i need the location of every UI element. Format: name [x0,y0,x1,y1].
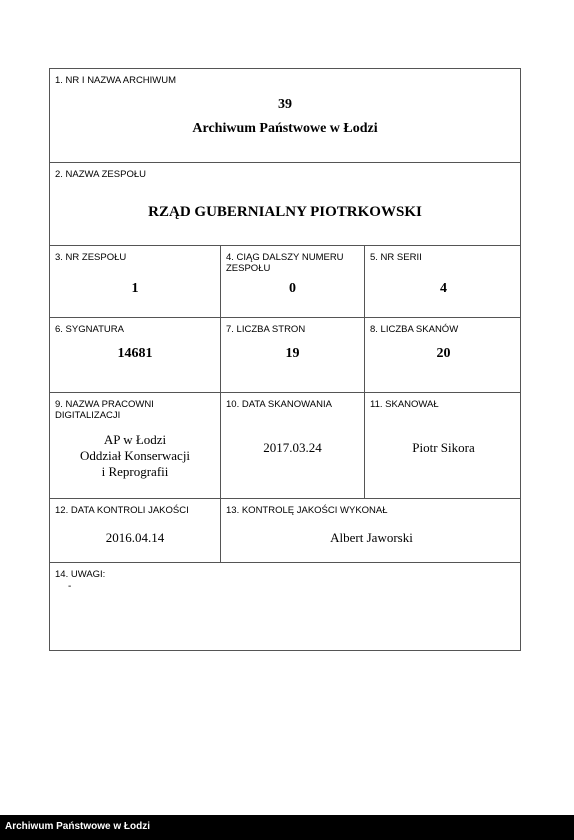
archive-cell [50,69,520,162]
metadata-card [49,68,521,651]
archive-label: 1. NR I NAZWA ARCHIWUM [55,75,177,86]
scan-count-cell [364,318,522,392]
signature-label: 6. SYGNATURA [55,324,124,335]
digitization-lab-line-3: i Reprografii [101,464,169,479]
digitization-lab-line-2: Oddział Konserwacji [79,448,191,463]
series-number-value: 4 [440,281,447,296]
remarks-label: 14. UWAGI: [55,569,106,580]
page-count-label: 7. LICZBA STRON [226,324,306,335]
fonds-continuation-cell [220,246,364,317]
qc-date-cell [50,499,220,562]
qc-by-cell [220,499,522,562]
digitization-lab-cell [50,393,220,498]
series-number-cell [364,246,522,317]
quality-row [50,499,520,563]
remarks-value: - [68,581,72,592]
archive-number: 39 [278,97,292,112]
scanned-by-cell [364,393,522,498]
fonds-name-cell [50,163,520,245]
signature-cell [50,318,220,392]
scan-count-label: 8. LICZBA SKANÓW [370,324,459,335]
scan-date-value: 2017.03.24 [263,440,322,455]
fonds-continuation-label: 4. CIĄG DALSZY NUMERU ZESPOŁU [226,252,344,274]
qc-by-label: 13. KONTROLĘ JAKOŚCI WYKONAŁ [226,505,388,516]
scanning-row [50,393,520,499]
archive-name: Archiwum Państwowe w Łodzi [192,121,378,136]
footer-bar [0,815,574,840]
digitization-lab-label: 9. NAZWA PRACOWNI DIGITALIZACJI [55,399,154,421]
fonds-number-value: 1 [131,281,139,296]
fonds-name-row [50,163,520,246]
scanned-by-value: Piotr Sikora [412,440,475,455]
qc-date-label: 12. DATA KONTROLI JAKOŚCI [55,505,189,516]
digitization-lab-line-1: AP w Łodzi [103,432,167,447]
counts-row [50,318,520,393]
fonds-name-label: 2. NAZWA ZESPOŁU [55,169,146,180]
fonds-number-cell [50,246,220,317]
footer-text: Archiwum Państwowe w Łodzi [5,821,151,832]
archive-row [50,69,520,163]
scan-count-value: 20 [436,346,451,361]
qc-date-value: 2016.04.14 [105,530,165,545]
page-count-cell [220,318,364,392]
signature-value: 14681 [117,346,153,361]
fonds-continuation-value: 0 [289,281,296,296]
fonds-number-label: 3. NR ZESPOŁU [55,252,127,263]
qc-by-value: Albert Jaworski [330,530,413,545]
page-count-value: 19 [285,346,300,361]
numbers-row [50,246,520,318]
series-number-label: 5. NR SERII [370,252,422,263]
remarks-row [50,563,520,650]
remarks-cell [50,563,520,650]
scanned-by-label: 11. SKANOWAŁ [370,399,439,410]
scan-date-label: 10. DATA SKANOWANIA [226,399,332,410]
fonds-name-value: RZĄD GUBERNIALNY PIOTRKOWSKI [148,204,422,220]
scan-date-cell [220,393,364,498]
